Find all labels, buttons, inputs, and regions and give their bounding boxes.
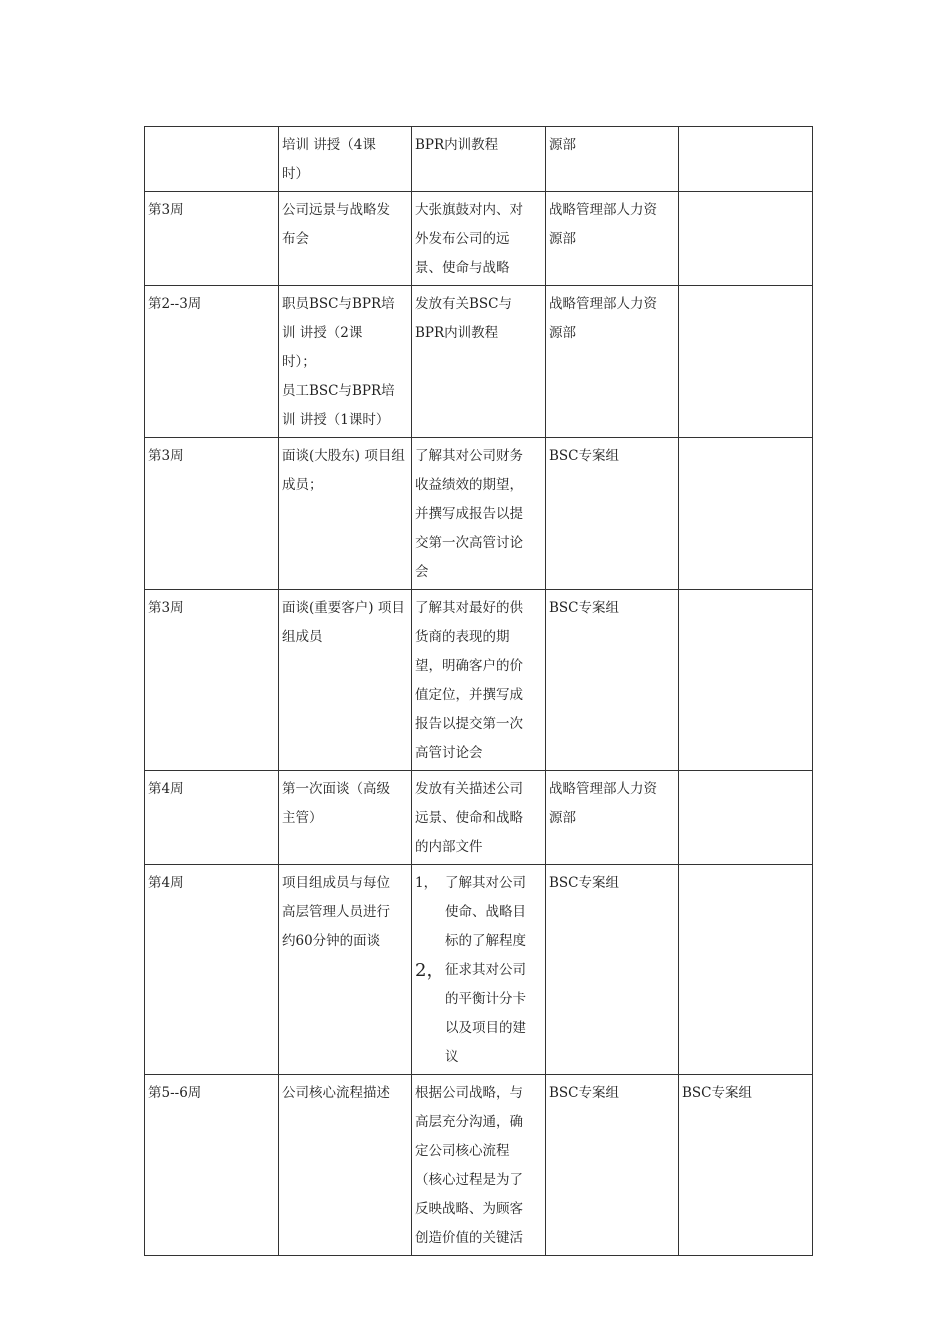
item-number: 2， — [415, 960, 445, 981]
task-cell: 第一次面谈（高级 主管） — [279, 771, 412, 865]
numbered-item: 2， 征求其对公司 的平衡计分卡 以及项目的建 议 — [415, 956, 542, 1072]
extra-cell — [679, 771, 813, 865]
task-cell: 职员BSC与BPR培 训 讲授（2课 时）； 员工BSC与BPR培 训 讲授（1课时） — [279, 286, 412, 438]
owner-cell: BSC专案组 — [546, 865, 679, 1075]
week-cell: 第3周 — [145, 438, 279, 590]
content-cell: 大张旗鼓对内、对 外发布公司的远 景、使命与战略 — [412, 192, 546, 286]
extra-cell — [679, 865, 813, 1075]
table-row — [145, 192, 813, 286]
extra-cell — [679, 438, 813, 590]
table-row — [145, 438, 813, 590]
content-cell: 发放有关描述公司 远景、使命和战略 的内部文件 — [412, 771, 546, 865]
extra-cell — [679, 192, 813, 286]
owner-cell: 源部 — [546, 127, 679, 192]
table-row — [145, 286, 813, 438]
table-row — [145, 771, 813, 865]
table-row — [145, 1075, 813, 1256]
task-cell: 面谈(大股东) 项目组 成员； — [279, 438, 412, 590]
owner-cell: 战略管理部人力资 源部 — [546, 771, 679, 865]
task-cell: 培训 讲授（4课 时） — [279, 127, 412, 192]
week-cell: 第3周 — [145, 590, 279, 771]
table-row — [145, 127, 813, 192]
owner-cell: BSC专案组 — [546, 438, 679, 590]
item-number: 1， — [415, 875, 438, 891]
extra-cell: BSC专案组 — [679, 1075, 813, 1256]
task-cell: 面谈(重要客户) 项目 组成员 — [279, 590, 412, 771]
task-cell: 公司核心流程描述 — [279, 1075, 412, 1256]
content-cell: BPR内训教程 — [412, 127, 546, 192]
task-cell: 项目组成员与每位 高层管理人员进行 约60分钟的面谈 — [279, 865, 412, 1075]
table-row — [145, 590, 813, 771]
week-cell: 第4周 — [145, 771, 279, 865]
week-cell: 第3周 — [145, 192, 279, 286]
task-cell: 公司远景与战略发 布会 — [279, 192, 412, 286]
extra-cell — [679, 590, 813, 771]
week-cell: 第5--6周 — [145, 1075, 279, 1256]
content-cell: 发放有关BSC与 BPR内训教程 — [412, 286, 546, 438]
week-cell: 第4周 — [145, 865, 279, 1075]
owner-cell: BSC专案组 — [546, 1075, 679, 1256]
project-plan-table — [144, 126, 813, 1256]
owner-cell: 战略管理部人力资 源部 — [546, 192, 679, 286]
week-cell: 第2--3周 — [145, 286, 279, 438]
numbered-item: 1， 了解其对公司 使命、战略目 标的了解程度 — [415, 869, 542, 956]
content-cell — [412, 865, 546, 1075]
content-cell: 了解其对最好的供 货商的表现的期 望，明确客户的价 值定位，并撰写成 报告以提交第一次 高管讨论会 — [412, 590, 546, 771]
table-row — [145, 865, 813, 1075]
extra-cell — [679, 286, 813, 438]
content-cell: 了解其对公司财务 收益绩效的期望， 并撰写成报告以提 交第一次高管讨论 会 — [412, 438, 546, 590]
owner-cell: BSC专案组 — [546, 590, 679, 771]
owner-cell: 战略管理部人力资 源部 — [546, 286, 679, 438]
content-cell: 根据公司战略，与 高层充分沟通，确 定公司核心流程 （核心过程是为了 反映战略、为顾客 创造价值的关键活 — [412, 1075, 546, 1256]
week-cell — [145, 127, 279, 192]
extra-cell — [679, 127, 813, 192]
